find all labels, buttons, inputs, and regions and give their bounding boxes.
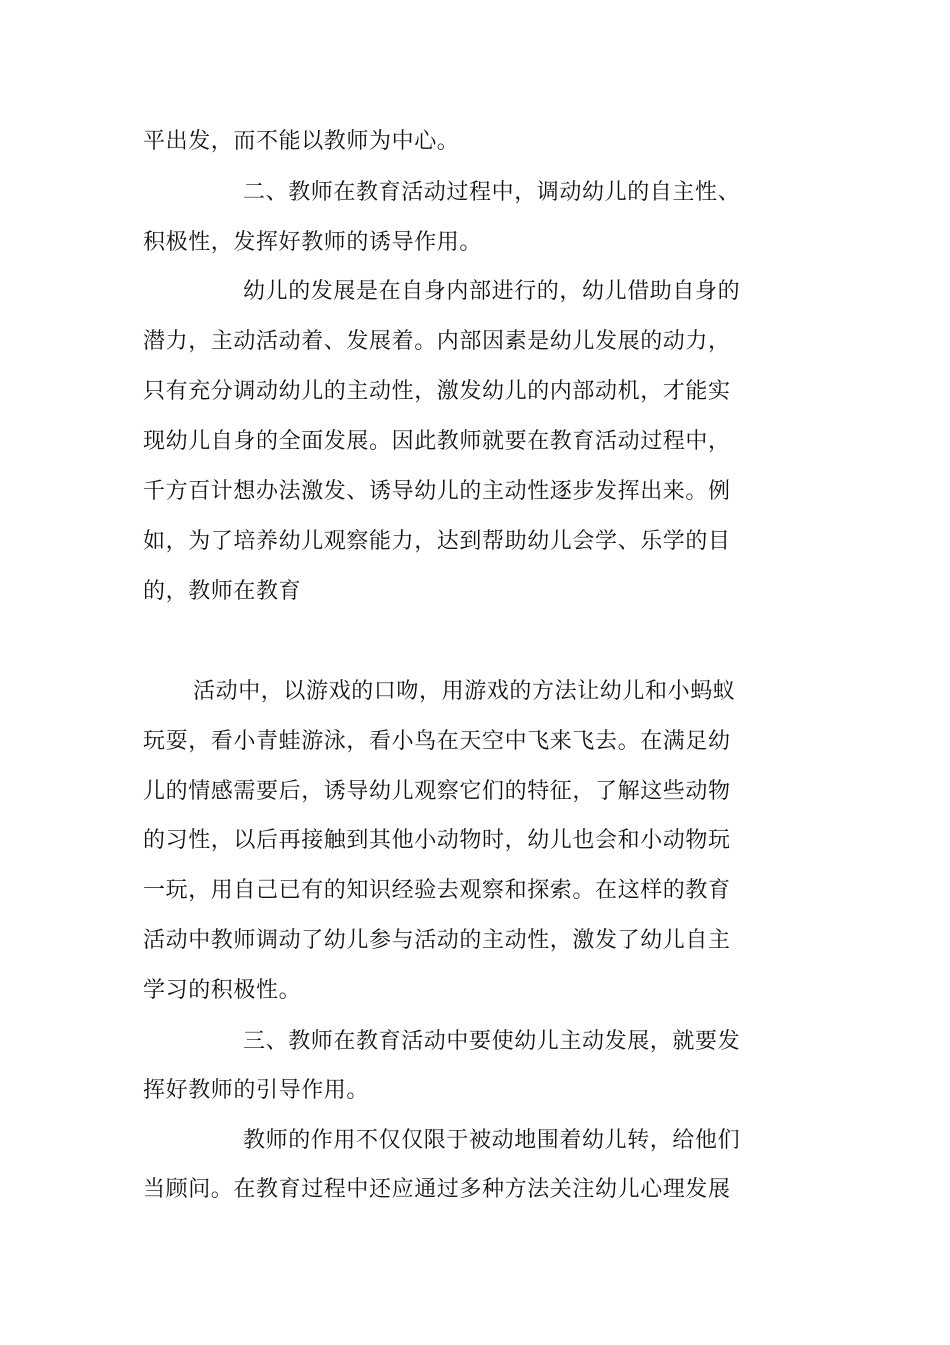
text-line: 如，为了培养幼儿观察能力，达到帮助幼儿会学、乐学的目 — [143, 529, 731, 554]
text-line: 幼儿的发展是在自身内部进行的，幼儿借助自身的 — [243, 279, 741, 304]
text-line: 教师的作用不仅仅限于被动地围着幼儿转，给他们 — [243, 1128, 741, 1153]
text-line: 现幼儿自身的全面发展。因此教师就要在教育活动过程中， — [143, 429, 731, 454]
text-line: 活动中，以游戏的口吻，用游戏的方法让幼儿和小蚂蚁 — [193, 679, 736, 704]
section-heading-3: 三、教师在教育活动中要使幼儿主动发展，就要发 — [243, 1029, 741, 1054]
text-line: 潜力，主动活动着、发展着。内部因素是幼儿发展的动力， — [143, 329, 731, 354]
text-line: 平出发，而不能以教师为中心。 — [143, 129, 460, 154]
text-line: 挥好教师的引导作用。 — [143, 1078, 370, 1103]
text-line: 千方百计想办法激发、诱导幼儿的主动性逐步发挥出来。例 — [143, 479, 731, 504]
text-line: 的，教师在教育 — [143, 579, 302, 604]
text-line: 只有充分调动幼儿的主动性，激发幼儿的内部动机，才能实 — [143, 379, 731, 404]
text-line: 当顾问。在教育过程中还应通过多种方法关注幼儿心理发展 — [143, 1177, 731, 1202]
text-line: 玩耍，看小青蛙游泳，看小鸟在天空中飞来飞去。在满足幼 — [143, 729, 731, 754]
text-line: 的习性，以后再接触到其他小动物时，幼儿也会和小动物玩 — [143, 828, 731, 853]
text-line: 儿的情感需要后，诱导幼儿观察它们的特征，了解这些动物 — [143, 779, 731, 804]
section-heading-2: 二、教师在教育活动过程中，调动幼儿的自主性、 — [243, 180, 741, 205]
text-line: 活动中教师调动了幼儿参与活动的主动性，激发了幼儿自主 — [143, 928, 731, 953]
text-line: 一玩，用自己已有的知识经验去观察和探索。在这样的教育 — [143, 878, 731, 903]
text-line: 学习的积极性。 — [143, 978, 302, 1003]
text-line: 积极性，发挥好教师的诱导作用。 — [143, 230, 483, 255]
